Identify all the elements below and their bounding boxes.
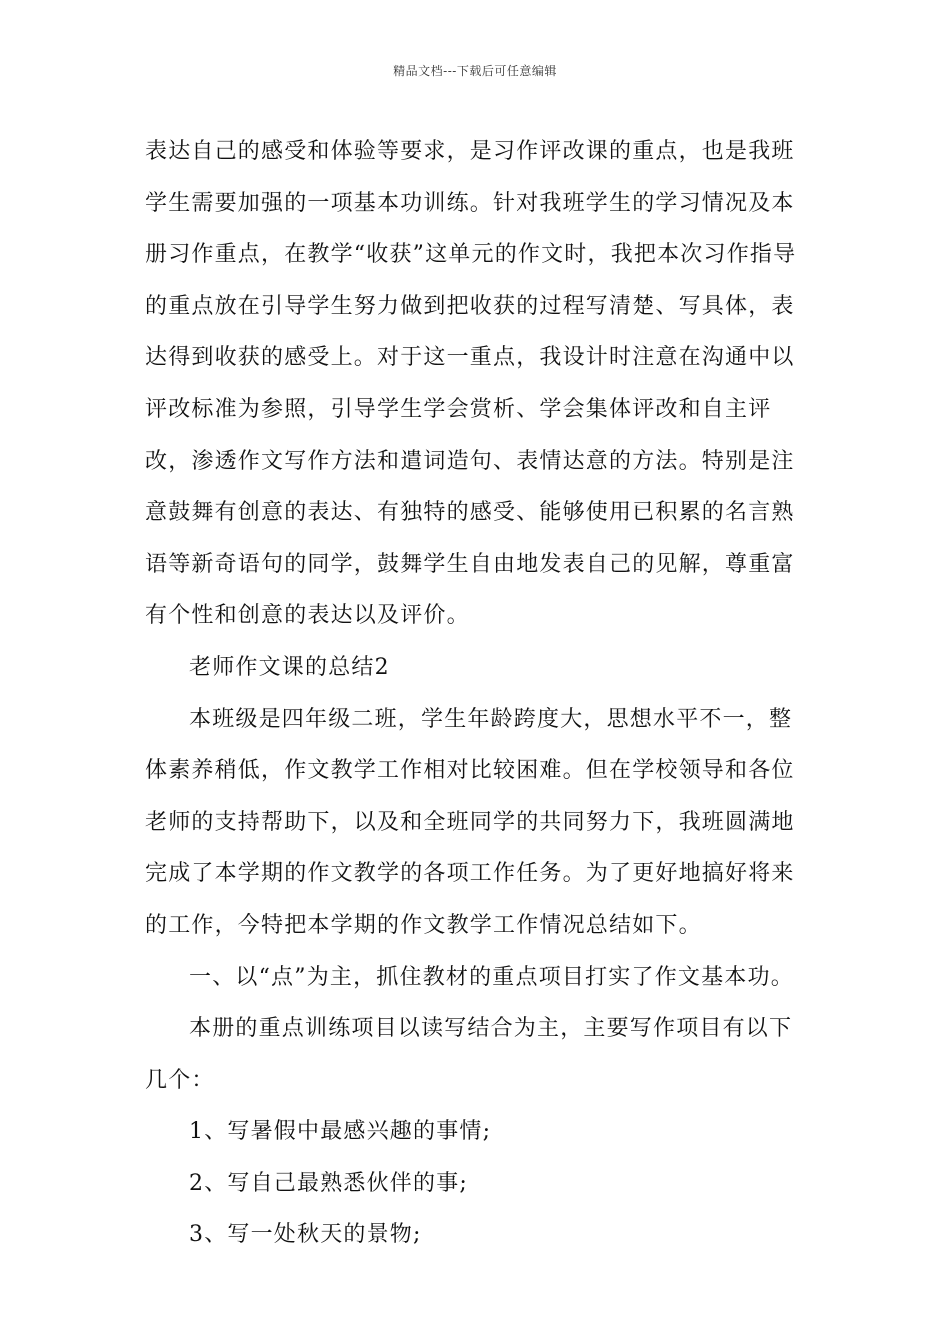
list-item: 3、写一处秋天的景物; [189, 1222, 422, 1248]
document-body [145, 126, 809, 1261]
list-item: 2、写自己最熟悉伙伴的事; [189, 1170, 469, 1196]
paragraph-continuation: 表达自己的感受和体验等要求，是习作评改课的重点，也是我班学生需要加强的一项基本功训练。针对我班学生的学习情况及本册习作重点，在教学“收获”这单元的作文时，我把本次习作指导的重点放在引导学生努力做到把收获的过程写清楚、写具体，表达得到收获的感受上。对于这一重点，我设计时注意在沟通中以评改标准为参照，引导学生学会赏析、学会集体评改和自主评改，渗透作文写作方法和遣词造句、表情达意的方法。特别是注意鼓舞有创意的表达、有独特的感受、能够使用已积累的名言熟语等新奇语句的同学，鼓舞学生自由地发表自己的见解，尊重富有个性和创意的表达以及评价。 [145, 139, 797, 629]
list-item: 1、写暑假中最感兴趣的事情; [189, 1119, 492, 1145]
paragraph-intro: 本班级是四年级二班，学生年龄跨度大，思想水平不一，整体素养稍低，作文教学工作相对比较困难。但在学校领导和各位老师的支持帮助下，以及和全班同学的共同努力下，我班圆满地完成了本学期的作文教学的各项工作任务。为了更好地搞好将来的工作，今特把本学期的作文教学工作情况总结如下。 [145, 706, 795, 938]
section-heading: 一、以“点”为主，抓住教材的重点项目打实了作文基本功。 [189, 964, 794, 990]
paragraph-training-items: 本册的重点训练项目以读写结合为主，主要写作项目有以下几个： [145, 1016, 793, 1093]
page-header: 精品文档---下载后可任意编辑 [393, 64, 557, 78]
section-title: 老师作文课的总结2 [189, 654, 390, 680]
